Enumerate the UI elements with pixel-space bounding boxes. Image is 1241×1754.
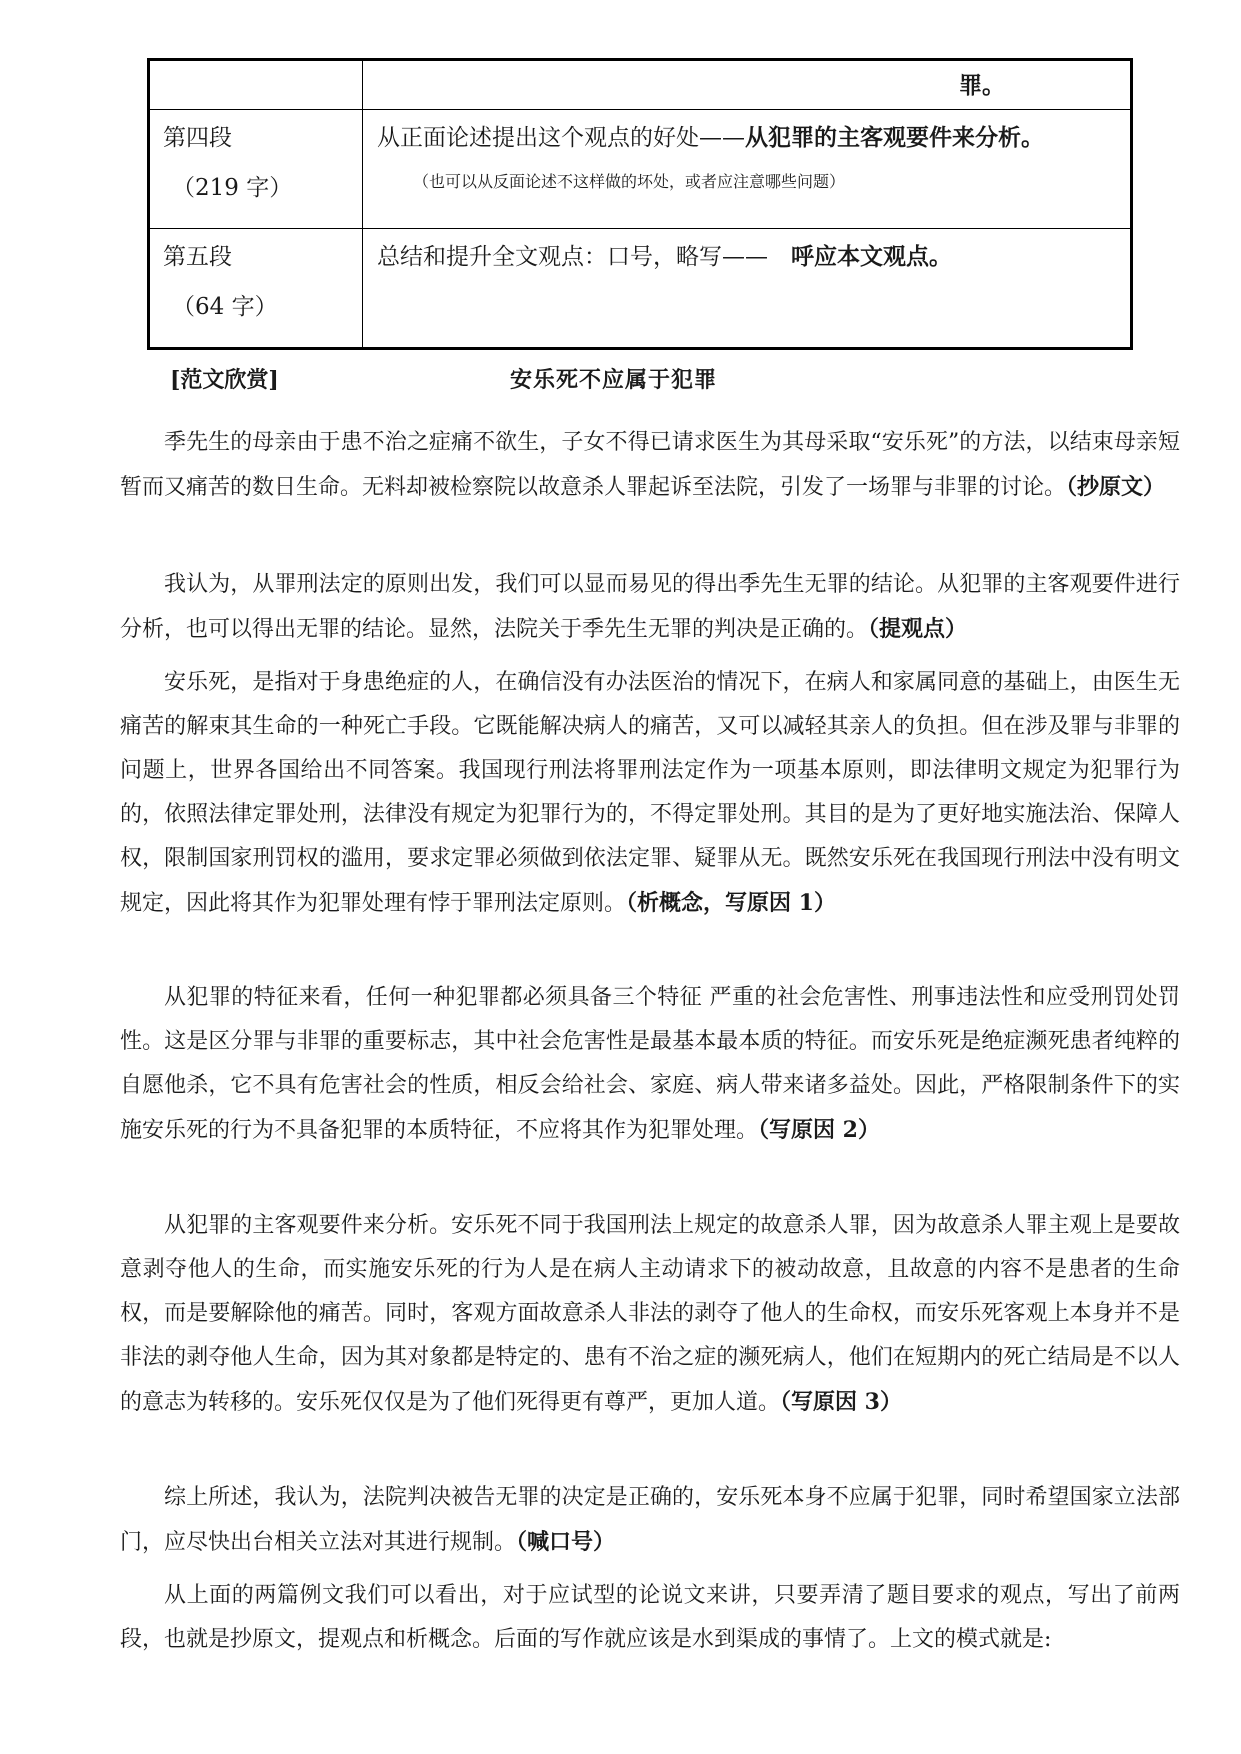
description-text: 总结和提升全文观点：口号，略写—— — [377, 244, 791, 270]
section-word-count: （64 字） — [172, 294, 278, 320]
description-emphasis: 呼应本文观点。 — [791, 243, 952, 270]
table-cell-section — [149, 110, 363, 229]
description-text: 从正面论述提出这个观点的好处—— — [377, 125, 745, 151]
paragraph-annotation: （析概念，写原因 1） — [626, 890, 836, 916]
table-row — [149, 229, 1132, 349]
essay-paragraph — [120, 563, 1180, 652]
paragraph-text: 季先生的母亲由于患不治之症痛不欲生，子女不得已请求医生为其母采取“安乐死”的方法，以结束母亲短暂而又痛苦的数日生命。无料却被检察院以故意杀人罪起诉至法院，引发了一场罪与非罪的讨论。 — [120, 430, 1180, 500]
section-label-heading: [范文欣赏] — [170, 367, 279, 393]
section-note: （也可以从反面论述不这样做的坏处，或者应注意哪些问题） — [413, 172, 846, 191]
essay-paragraph — [120, 1574, 1180, 1662]
paragraph-text: 从上面的两篇例文我们可以看出，对于应试型的论说文来讲，只要弄清了题目要求的观点，写出了前两段，也就是抄原文，提观点和析概念。后面的写作就应该是水到渠成的事情了。上文的模式就是: — [120, 1583, 1180, 1652]
table-row — [149, 110, 1132, 229]
paragraph-text: 我认为，从罪刑法定的原则出发，我们可以显而易见的得出季先生无罪的结论。从犯罪的主客观要件进行分析，也可以得出无罪的结论。显然，法院关于季先生无罪的判决是正确的。 — [120, 572, 1180, 642]
section-description — [363, 110, 1130, 152]
table-cell-continued: 罪。 — [363, 60, 1132, 110]
essay-paragraph — [120, 661, 1180, 926]
paragraph-text: 安乐死，是指对于身患绝症的人，在确信没有办法医治的情况下，在病人和家属同意的基础上，由医生无痛苦的解束其生命的一种死亡手段。它既能解决病人的痛苦，又可以减轻其亲人的负担。但在涉及罪与非罪的问题上，世界各国给出不同答案。我国现行刑法将罪刑法定作为一项基本原则，即法律明文规定为犯罪行为的，依照法律定罪处刑，法律没有规定为犯罪行为的，不得定罪处刑。其目的是为了更好地实施法治、保障人权，限制国家刑罚权的滥用，要求定罪必须做到依法定罪、疑罪从无。既然安乐死在我国现行刑法中没有明文规定，因此将其作为犯罪处理有悖于罪刑法定原则。 — [120, 670, 1180, 916]
paragraph-annotation: （提观点） — [868, 616, 968, 642]
paragraph-text: 综上所述，我认为，法院判决被告无罪的决定是正确的，安乐死本身不应属于犯罪，同时希望国家立法部门，应尽快出台相关立法对其进行规制。 — [120, 1485, 1180, 1555]
paragraph-annotation: （写原因 3） — [780, 1389, 902, 1415]
paragraph-annotation: （喊口号） — [516, 1529, 616, 1555]
essay-outline-table — [147, 58, 1133, 350]
essay-paragraph — [120, 1476, 1180, 1565]
paragraph-text: 从犯罪的主客观要件来分析。安乐死不同于我国刑法上规定的故意杀人罪，因为故意杀人罪主观上是要故意剥夺他人的生命，而实施安乐死的行为人是在病人主动请求下的被动故意，且故意的内容不是患者的生命权，而是要解除他的痛苦。同时，客观方面故意杀人非法的剥夺了他人的生命权，而安乐死客观上本身并不是非法的剥夺他人生命，因为其对象都是特定的、患有不治之症的濒死病人，他们在短期内的死亡结局是不以人的意志为转移的。安乐死仅仅是为了他们死得更有尊严，更加人道。 — [120, 1213, 1180, 1415]
paragraph-annotation: （抄原文） — [1066, 474, 1166, 500]
essay-paragraph — [120, 976, 1180, 1153]
section-word-count: （219 字） — [172, 175, 293, 201]
table-row — [149, 60, 1132, 110]
paragraph-annotation: （写原因 2） — [758, 1117, 880, 1143]
essay-title: 安乐死不应属于犯罪 — [510, 367, 718, 393]
table-cell-description — [363, 229, 1132, 349]
section-label: 第五段 — [163, 244, 232, 270]
section-description — [363, 229, 1130, 271]
table-cell-description — [363, 110, 1132, 229]
essay-paragraph — [120, 421, 1180, 510]
table-cell — [149, 60, 363, 110]
essay-paragraph — [120, 1204, 1180, 1425]
section-label: 第四段 — [163, 125, 232, 151]
description-emphasis: 从犯罪的主客观要件来分析。 — [745, 124, 1044, 151]
paragraph-text: 从犯罪的特征来看，任何一种犯罪都必须具备三个特征 严重的社会危害性、刑事违法性和应受刑罚处罚性。这是区分罪与非罪的重要标志，其中社会危害性是最基本最本质的特征。而安乐死是绝症濒死患者纯粹的自愿他杀，它不具有危害社会的性质，相反会给社会、家庭、病人带来诸多益处。因此，严格限制条件下的实施安乐死的行为不具备犯罪的本质特征，不应将其作为犯罪处理。 — [120, 985, 1180, 1143]
table-cell-section — [149, 229, 363, 349]
